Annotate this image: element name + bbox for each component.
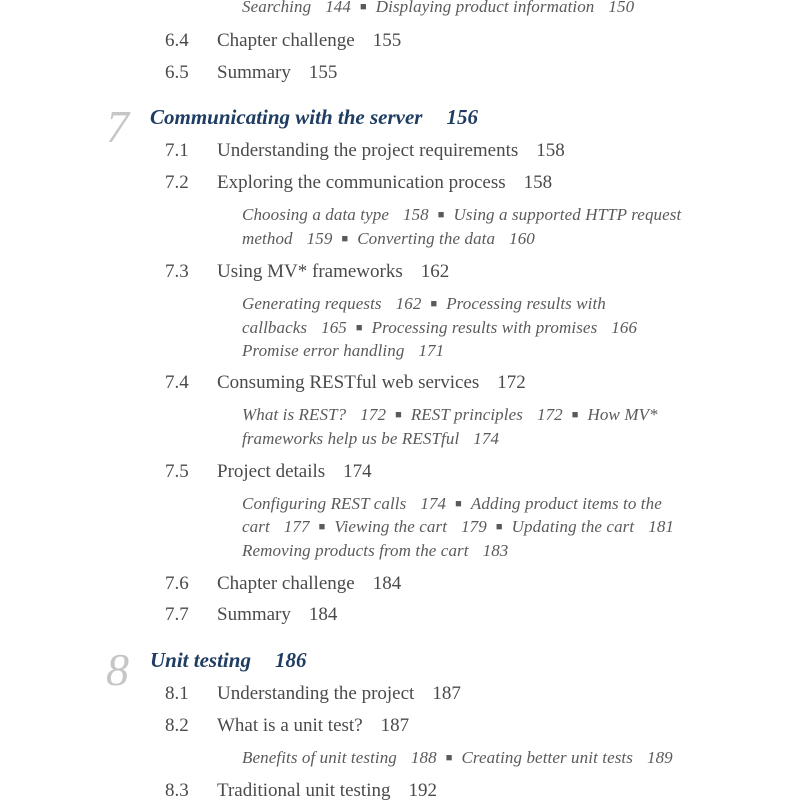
subentry-title: Searching bbox=[242, 0, 312, 16]
toc-subentry-line bbox=[242, 318, 637, 338]
subentry-page: 159 bbox=[306, 229, 333, 248]
toc-section-7-1-title[interactable] bbox=[217, 140, 565, 162]
section-number: 8.2 bbox=[165, 715, 189, 736]
subentry-page: 179 bbox=[461, 517, 487, 536]
section-page: 162 bbox=[420, 261, 450, 282]
toc-subentry-line bbox=[242, 205, 681, 225]
subentry-title: Displaying product information bbox=[375, 0, 595, 16]
section-title: Summary bbox=[217, 62, 291, 83]
section-page: 158 bbox=[523, 172, 553, 193]
chapter-number-8: 8 bbox=[106, 644, 129, 695]
bullet-separator: ■ bbox=[455, 498, 462, 510]
bullet-separator: ■ bbox=[341, 233, 349, 245]
toc-subentry-line bbox=[242, 429, 499, 449]
chapter-title: Unit testing bbox=[150, 648, 251, 672]
section-number: 7.5 bbox=[165, 461, 189, 482]
section-title: Using MV* frameworks bbox=[217, 261, 403, 282]
subentry-title: frameworks help us be RESTful bbox=[242, 429, 460, 448]
toc-section-8-2[interactable] bbox=[165, 715, 189, 737]
section-number: 6.5 bbox=[165, 62, 189, 83]
toc-section-7-2-title[interactable] bbox=[217, 172, 552, 194]
subentry-page: 189 bbox=[646, 748, 673, 767]
subentry-page: 174 bbox=[420, 494, 447, 513]
toc-section-8-2-title[interactable] bbox=[217, 715, 409, 737]
bullet-separator: ■ bbox=[437, 209, 445, 221]
subentry-page: 158 bbox=[402, 205, 429, 224]
subentry-title: Promise error handling bbox=[242, 341, 405, 360]
chapter-7-heading[interactable] bbox=[150, 105, 478, 130]
section-page: 184 bbox=[308, 604, 338, 625]
section-page: 174 bbox=[343, 461, 372, 482]
bullet-separator: ■ bbox=[445, 752, 453, 764]
toc-subentry-line bbox=[242, 405, 658, 425]
bullet-separator: ■ bbox=[430, 298, 438, 310]
section-title: Summary bbox=[217, 604, 291, 625]
subentry-title: Processing results with promises bbox=[371, 318, 598, 337]
toc-section-7-6[interactable] bbox=[165, 573, 189, 595]
subentry-page: 171 bbox=[418, 341, 445, 360]
section-title: What is a unit test? bbox=[217, 715, 363, 736]
subentry-title: cart bbox=[242, 517, 270, 536]
toc-subentry-line bbox=[242, 0, 634, 17]
section-number: 7.2 bbox=[165, 172, 189, 193]
section-page: 187 bbox=[380, 715, 410, 736]
bullet-separator: ■ bbox=[395, 409, 402, 421]
subentry-page: 174 bbox=[473, 429, 500, 448]
subentry-page: 144 bbox=[325, 0, 352, 16]
subentry-page: 181 bbox=[648, 517, 675, 536]
bullet-separator: ■ bbox=[318, 521, 326, 533]
subentry-page: 165 bbox=[321, 318, 347, 337]
bullet-separator: ■ bbox=[495, 521, 503, 533]
toc-section-6-4-title[interactable] bbox=[217, 30, 401, 52]
toc-section-7-3-title[interactable] bbox=[217, 261, 449, 283]
toc-section-8-3[interactable] bbox=[165, 780, 189, 800]
subentry-page: 183 bbox=[482, 541, 509, 560]
chapter-page: 186 bbox=[274, 648, 307, 672]
toc-subentry-line bbox=[242, 494, 662, 514]
section-number: 8.3 bbox=[165, 780, 189, 800]
subentry-title: method bbox=[242, 229, 293, 248]
toc-section-8-1-title[interactable] bbox=[217, 683, 461, 705]
toc-section-8-1[interactable] bbox=[165, 683, 189, 705]
chapter-8-heading[interactable] bbox=[150, 648, 306, 673]
subentry-title: Processing results with bbox=[446, 294, 606, 313]
section-page: 158 bbox=[536, 140, 565, 161]
section-number: 7.7 bbox=[165, 604, 189, 625]
toc-section-6-4[interactable] bbox=[165, 30, 189, 52]
toc-section-7-1[interactable] bbox=[165, 140, 189, 162]
toc-section-6-5-title[interactable] bbox=[217, 62, 337, 84]
section-title: Understanding the project requirements bbox=[217, 140, 519, 161]
toc-section-7-7[interactable] bbox=[165, 604, 189, 626]
section-page: 184 bbox=[372, 573, 402, 594]
subentry-page: 172 bbox=[360, 405, 387, 424]
section-number: 7.6 bbox=[165, 573, 189, 594]
toc-subentry-line bbox=[242, 294, 606, 314]
subentry-title: What is REST? bbox=[242, 405, 347, 424]
section-page: 172 bbox=[497, 372, 526, 393]
subentry-title: REST principles bbox=[410, 405, 523, 424]
toc-section-7-4[interactable] bbox=[165, 372, 189, 394]
toc-section-6-5[interactable] bbox=[165, 62, 189, 84]
section-title: Exploring the communication process bbox=[217, 172, 506, 193]
section-number: 7.1 bbox=[165, 140, 189, 161]
subentry-title: How MV* bbox=[587, 405, 658, 424]
section-number: 7.4 bbox=[165, 372, 189, 393]
section-title: Project details bbox=[217, 461, 326, 482]
toc-section-7-4-title[interactable] bbox=[217, 372, 526, 394]
section-title: Traditional unit testing bbox=[217, 780, 391, 800]
subentry-title: Generating requests bbox=[242, 294, 382, 313]
subentry-title: Adding product items to the bbox=[470, 494, 662, 513]
section-number: 6.4 bbox=[165, 30, 189, 51]
toc-subentry-line bbox=[242, 229, 535, 249]
chapter-page: 156 bbox=[446, 105, 478, 129]
section-title: Consuming RESTful web services bbox=[217, 372, 480, 393]
toc-subentry-line bbox=[242, 748, 673, 768]
toc-section-7-2[interactable] bbox=[165, 172, 189, 194]
subentry-page: 172 bbox=[536, 405, 563, 424]
section-title: Chapter challenge bbox=[217, 573, 355, 594]
toc-section-7-7-title[interactable] bbox=[217, 604, 337, 626]
section-title: Understanding the project bbox=[217, 683, 415, 704]
subentry-page: 160 bbox=[509, 229, 535, 248]
section-page: 155 bbox=[372, 30, 402, 51]
subentry-page: 150 bbox=[608, 0, 635, 16]
section-page: 155 bbox=[308, 62, 338, 83]
subentry-title: Using a supported HTTP request bbox=[453, 205, 682, 224]
subentry-title: Removing products from the cart bbox=[242, 541, 469, 560]
toc-subentry-line bbox=[242, 541, 508, 561]
toc-subentry-line bbox=[242, 517, 674, 537]
subentry-title: Benefits of unit testing bbox=[242, 748, 397, 767]
subentry-title: Viewing the cart bbox=[334, 517, 448, 536]
subentry-page: 166 bbox=[611, 318, 638, 337]
bullet-separator: ■ bbox=[360, 1, 367, 13]
subentry-page: 177 bbox=[283, 517, 310, 536]
subentry-title: Converting the data bbox=[357, 229, 496, 248]
section-number: 7.3 bbox=[165, 261, 189, 282]
subentry-page: 188 bbox=[410, 748, 437, 767]
section-title: Chapter challenge bbox=[217, 30, 355, 51]
subentry-title: Choosing a data type bbox=[242, 205, 389, 224]
section-page: 187 bbox=[432, 683, 461, 704]
subentry-title: callbacks bbox=[242, 318, 308, 337]
toc-section-8-3-title[interactable] bbox=[217, 780, 437, 800]
subentry-title: Updating the cart bbox=[511, 517, 635, 536]
section-page: 192 bbox=[408, 780, 437, 800]
toc-section-7-6-title[interactable] bbox=[217, 573, 401, 595]
subentry-page: 162 bbox=[395, 294, 422, 313]
subentry-title: Configuring REST calls bbox=[242, 494, 407, 513]
bullet-separator: ■ bbox=[355, 322, 363, 334]
subentry-title: Creating better unit tests bbox=[461, 748, 633, 767]
chapter-title: Communicating with the server bbox=[150, 105, 423, 129]
toc-section-7-5-title[interactable] bbox=[217, 461, 372, 483]
chapter-number-7: 7 bbox=[106, 101, 129, 152]
toc-section-7-3[interactable] bbox=[165, 261, 189, 283]
toc-section-7-5[interactable] bbox=[165, 461, 189, 483]
section-number: 8.1 bbox=[165, 683, 189, 704]
bullet-separator: ■ bbox=[571, 409, 579, 421]
toc-subentry-line bbox=[242, 341, 444, 361]
